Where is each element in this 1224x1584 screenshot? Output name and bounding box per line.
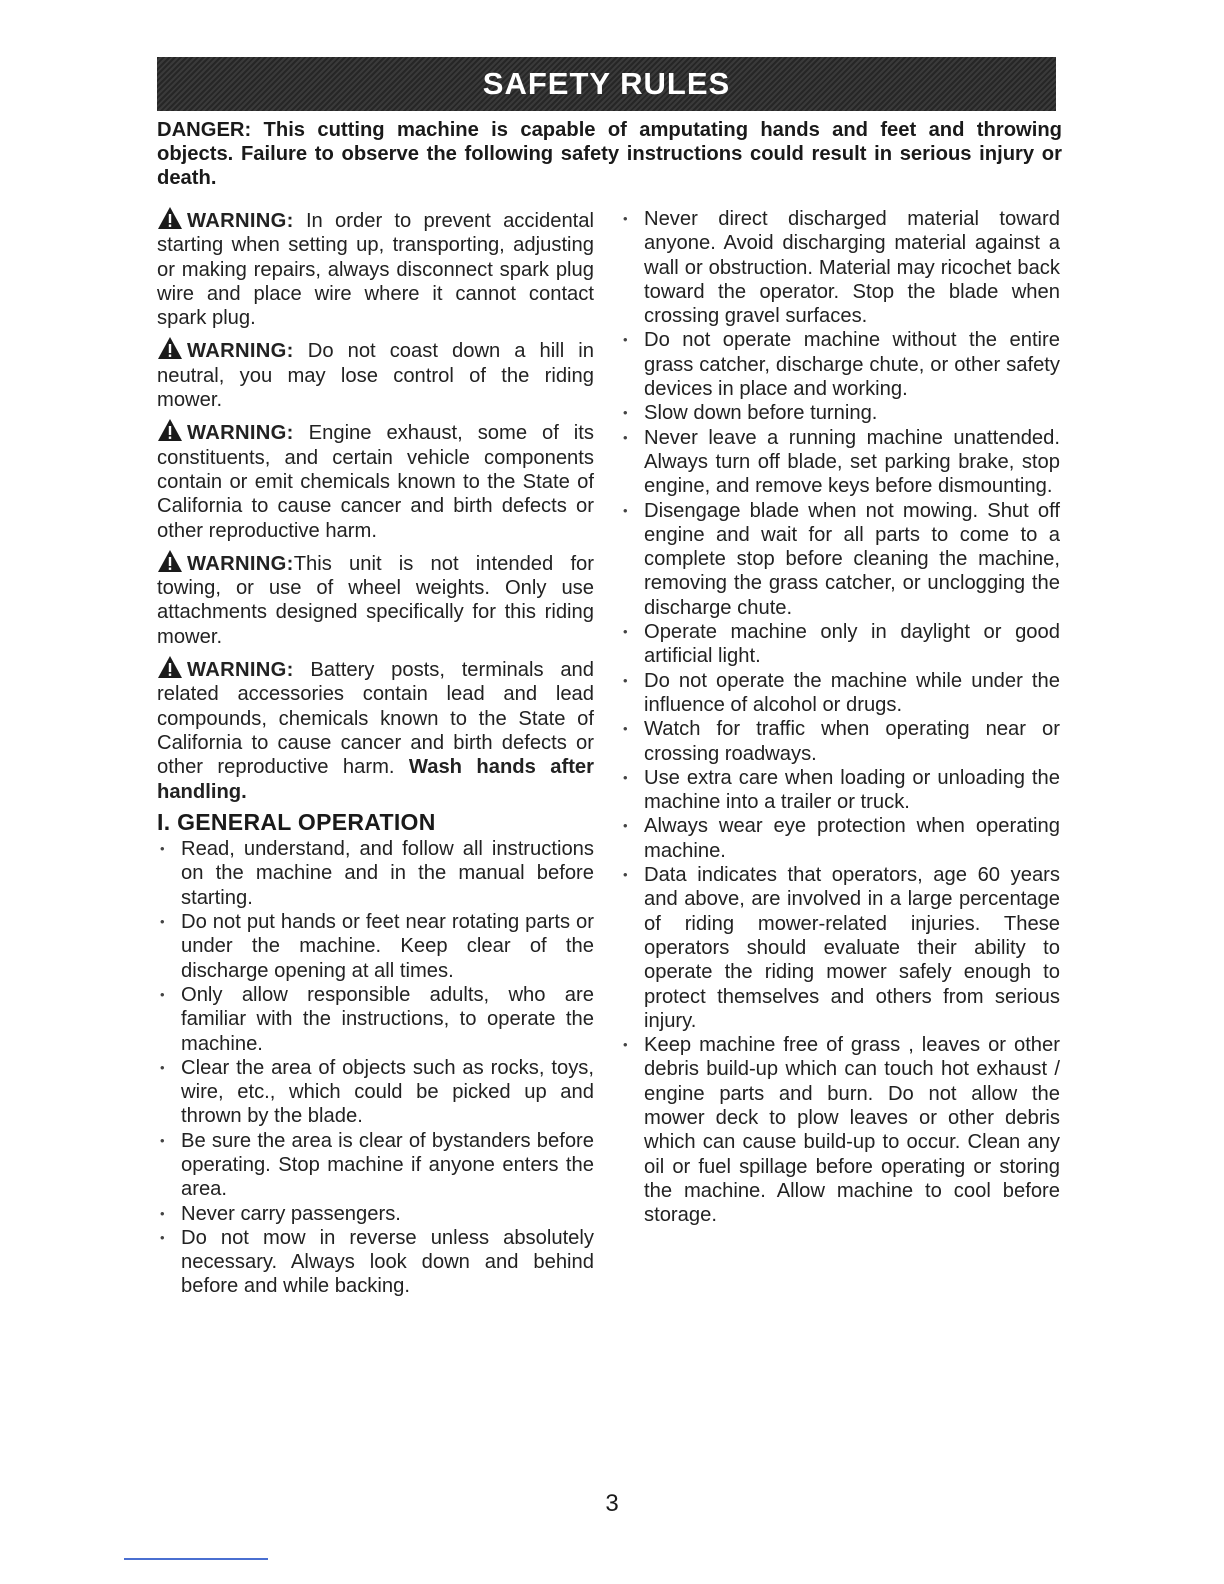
list-item: • Never carry passengers. [157,1202,594,1226]
list-item: • Use extra care when loading or unloading the machine into a trailer or truck. [620,766,1060,815]
page-number: 3 [605,1490,619,1517]
warning-triangle-icon [157,206,187,230]
warning-triangle-icon [157,336,187,360]
list-item: • Do not put hands or feet near rotating parts or under the machine. Keep clear of the discharge opening at all times. [157,910,594,983]
list-item: • Do not operate the machine while under the influence of alcohol or drugs. [620,669,1060,718]
list-item: • Watch for traffic when operating near or crossing roadways. [620,717,1060,766]
list-item: • Operate machine only in daylight or good artificial light. [620,620,1060,669]
warning-paragraph [157,418,594,542]
list-item: • Always wear eye protection when operating machine. [620,814,1060,863]
warning-triangle-icon [157,655,187,679]
warning-text: Do not coast down a hill in neutral, you may lose control of the riding mower. [157,340,594,412]
page-title: SAFETY RULES [482,66,731,101]
list-item: • Never direct discharged material toward anyone. Avoid discharging material against a wall or obstruction. Material may ricochet back toward the operator. Stop the blade when crossing gravel surfaces. [620,207,1060,328]
list-item: • Data indicates that operators, age 60 years and above, are involved in a large percentage of riding mower-related injuries. These operators should evaluate their ability to operate the riding mower safely enough to protect themselves and others from serious injury. [620,863,1060,1033]
warning-label: WARNING: [187,552,294,575]
warning-label: WARNING: [187,210,294,232]
list-item: • Do not mow in reverse unless absolutely necessary. Always look down and behind before and while backing. [157,1226,594,1299]
footer-divider [124,1558,268,1560]
warning-text: This unit is not intended for towing, or use of wheel weights. Only use attachments designed specifically for this riding mower. [157,552,594,648]
warning-paragraph [157,549,594,649]
list-item: • Disengage blade when not mowing. Shut off engine and wait for all parts to come to a complete stop before cleaning the machine, removing the grass catcher, or unclogging the discharge chute. [620,499,1060,620]
left-column [157,206,594,1299]
list-item: • Do not operate machine without the entire grass catcher, discharge chute, or other safety devices in place and working. [620,328,1060,401]
warning-paragraph [157,655,594,804]
safety-rules-list [620,207,1060,1227]
list-item: • Keep machine free of grass , leaves or other debris build-up which can touch hot exhaust / engine parts and burn. Do not allow the mower deck to plow leaves or other debris which can cause build-up to occur. Clean any oil or fuel spillage before operating or storing the machine. Allow machine to cool before storage. [620,1033,1060,1227]
section-heading: I. GENERAL OPERATION [157,808,436,835]
list-item: • Clear the area of objects such as rocks, toys, wire, etc., which could be picked up and thrown by the blade. [157,1056,594,1129]
list-item: • Only allow responsible adults, who are familiar with the instructions, to operate the machine. [157,983,594,1056]
warning-emphasis: Wash hands after handling. [157,756,594,803]
list-item: • Read, understand, and follow all instructions on the machine and in the manual before starting. [157,837,594,910]
general-operation-list [157,837,594,1299]
warning-triangle-icon [157,549,187,573]
list-item: • Slow down before turning. [620,401,1060,425]
warning-label: WARNING: [187,422,294,445]
right-column [620,207,1060,1227]
list-item: • Never leave a running machine unattended. Always turn off blade, set parking brake, stop engine, and remove keys before dismounting. [620,426,1060,499]
warning-label: WARNING: [187,659,294,682]
warning-paragraph [157,336,594,412]
safety-rules-banner [157,57,1056,111]
danger-statement: DANGER: This cutting machine is capable of amputating hands and feet and throwing objects. Failure to observe the following safety instructions could result in serious injury or death. [157,119,1062,189]
warning-label: WARNING: [187,340,294,363]
warning-paragraph [157,206,594,330]
warning-text: Battery posts, terminals and related accessories contain lead and lead compounds, chemicals known to the State of California to cause cancer and birth defects or other reproductive harm. [157,659,594,779]
list-item: • Be sure the area is clear of bystanders before operating. Stop machine if anyone enters the area. [157,1129,594,1202]
warning-text: In order to prevent accidental starting when setting up, transporting, adjusting or making repairs, always disconnect spark plug wire and place wire where it cannot contact spark plug. [157,210,594,330]
warning-text: Engine exhaust, some of its constituents, and certain vehicle components contain or emit chemicals known to the State of California to cause cancer and birth defects or other reproductive harm. [157,422,594,542]
warning-triangle-icon [157,418,187,442]
